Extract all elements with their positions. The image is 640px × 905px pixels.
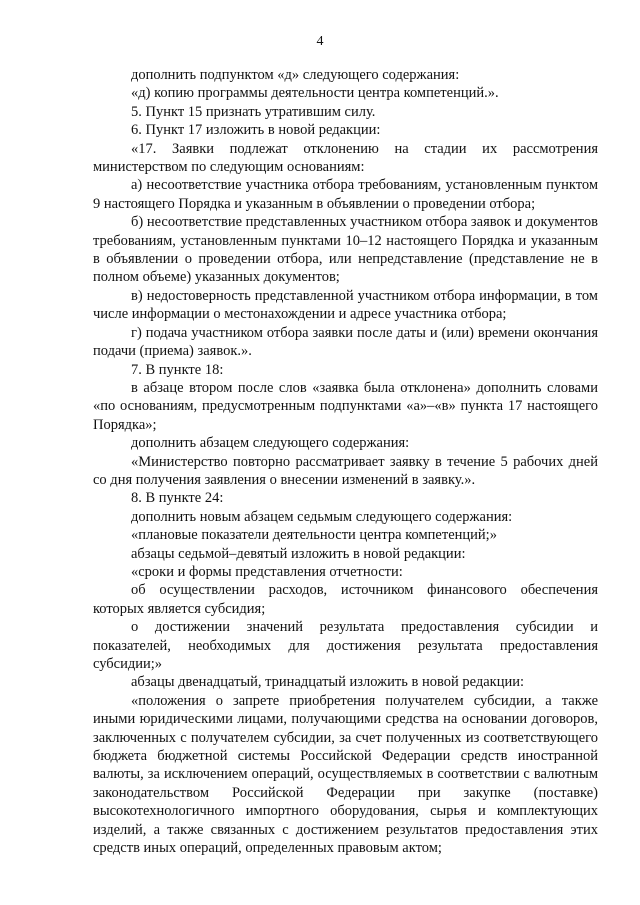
paragraph: «Министерство повторно рассматривает заявку в течение 5 рабочих дней со дня получения заявления о внесении изменений в заявку.». [93, 453, 598, 488]
paragraph: «плановые показатели деятельности центра компетенций;» [131, 527, 497, 544]
paragraph: в) недостоверность представленной участником отбора информации, в том числе информации о местонахождении и адресе участника отбора; [93, 287, 598, 323]
paragraph: г) подача участником отбора заявки после даты и (или) времени окончания подачи (приема) заявок.». [93, 324, 598, 360]
paragraph: о достижении значений результата предоставления субсидии и показателей, необходимых для достижения результата предоставления субсидии;» [93, 619, 598, 672]
paragraph: б) несоответствие представленных участником отбора заявок и документов требованиям, установленным пунктами 10–12 настоящего Порядка и указанным в объявлении о проведении отбора, или непредставление (представление не в полном объеме) указанных документов; [93, 214, 598, 286]
paragraph: а) несоответствие участника отбора требованиям, установленным пунктом 9 настоящего Порядка и указанным в объявлении о проведении отбора; [93, 177, 598, 212]
paragraph: об осуществлении расходов, источником финансового обеспечения которых является субсидия; [93, 582, 598, 617]
paragraph: дополнить новым абзацем седьмым следующего содержания: [131, 508, 513, 525]
document-body [93, 66, 598, 857]
paragraph: 8. В пункте 24: [131, 490, 224, 507]
paragraph: абзацы двенадцатый, тринадцатый изложить в новой редакции: [131, 674, 525, 691]
paragraph: в абзаце втором после слов «заявка была отклонена» дополнить словами «по основаниям, предусмотренным подпунктами «а»–«в» пункта 17 настоящего Порядка»; [93, 379, 598, 433]
paragraph: 6. Пункт 17 изложить в новой редакции: [131, 122, 381, 139]
paragraph: «положения о запрете приобретения получателем субсидии, а также иными юридическими лицами, получающими средства на основании договоров, заключенных с получателем субсидии, за счет полученных из соответствующего бюджета бюджетной системы Российской Федерации средств иностранной валюты, за исключением операций, осуществляемых в соответствии с валютным законодательством Российской Федерации при закупке (поставке) высокотехнологичного импортного оборудования, сырья и комплектующих изделий, а также связанных с достижением результатов предоставления этих средств иных операций, определенных правовым актом; [93, 692, 598, 857]
paragraph: дополнить абзацем следующего содержания: [131, 435, 410, 452]
paragraph: «д) копию программы деятельности центра компетенций.». [131, 85, 499, 102]
paragraph: «17. Заявки подлежат отклонению на стадии их рассмотрения министерством по следующим основаниям: [93, 140, 598, 176]
paragraph: 5. Пункт 15 признать утратившим силу. [131, 103, 376, 120]
page-number: 4 [316, 34, 324, 49]
paragraph: дополнить подпунктом «д» следующего содержания: [131, 67, 460, 83]
paragraph: 7. В пункте 18: [131, 361, 224, 378]
paragraph: абзацы седьмой–девятый изложить в новой редакции: [131, 545, 466, 562]
paragraph: «сроки и формы представления отчетности: [131, 563, 403, 580]
